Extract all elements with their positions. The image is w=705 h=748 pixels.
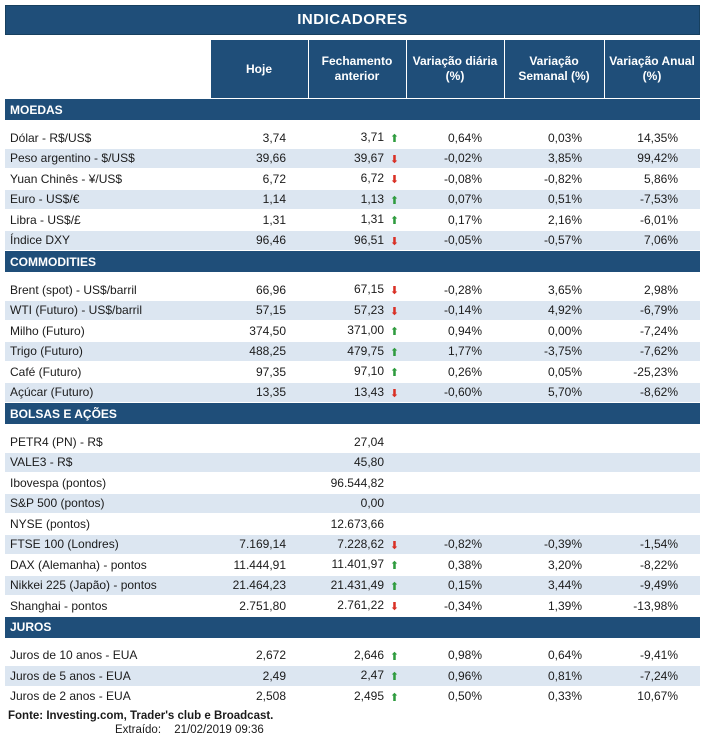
value-variacao-anual: -8,62%	[604, 382, 700, 403]
indicators-table	[5, 39, 701, 707]
table-row	[5, 646, 700, 666]
value-variacao-diaria: -0,60%	[406, 382, 504, 403]
value-fechamento-anterior	[308, 280, 406, 300]
column-header-variacao-diaria: Variação diária (%)	[406, 40, 504, 99]
value-hoje	[210, 493, 308, 514]
table-row	[5, 341, 700, 362]
value-fechamento-text: 21.431,49	[330, 577, 384, 592]
spacer-cell	[5, 121, 700, 129]
footer-extracted-label: Extraído:	[115, 724, 162, 736]
value-variacao-anual	[604, 432, 700, 452]
value-variacao-diaria: -0,82%	[406, 534, 504, 555]
value-fechamento-anterior	[308, 230, 406, 251]
value-variacao-semanal: 0,05%	[504, 362, 604, 383]
value-variacao-diaria: 0,07%	[406, 189, 504, 210]
value-fechamento-anterior	[308, 148, 406, 169]
footer	[5, 710, 700, 736]
value-variacao-diaria: 0,15%	[406, 575, 504, 596]
value-fechamento-text: 12.673,66	[330, 516, 384, 531]
value-variacao-semanal: 5,70%	[504, 382, 604, 403]
table-row	[5, 210, 700, 231]
value-hoje: 2.751,80	[210, 596, 308, 617]
value-variacao-semanal: 0,00%	[504, 321, 604, 342]
up-arrow-icon: ⬆	[389, 346, 400, 359]
indicator-name: Shanghai - pontos	[5, 596, 210, 617]
value-variacao-anual: 14,35%	[604, 128, 700, 148]
value-fechamento-text: 2,646	[353, 647, 384, 662]
value-variacao-semanal	[504, 473, 604, 494]
indicator-name: Açúcar (Futuro)	[5, 382, 210, 403]
value-fechamento-text: 371,00	[347, 323, 384, 338]
value-hoje: 3,74	[210, 128, 308, 148]
value-variacao-semanal: 0,64%	[504, 646, 604, 666]
table-row	[5, 128, 700, 148]
value-fechamento-text: 39,67	[353, 150, 384, 165]
value-variacao-semanal: 3,44%	[504, 575, 604, 596]
value-variacao-diaria: 0,98%	[406, 646, 504, 666]
value-fechamento-anterior	[308, 514, 406, 535]
value-hoje: 374,50	[210, 321, 308, 342]
value-variacao-anual: -9,41%	[604, 646, 700, 666]
value-variacao-semanal: 4,92%	[504, 300, 604, 321]
value-variacao-anual: -13,98%	[604, 596, 700, 617]
table-row	[5, 452, 700, 473]
table-body	[5, 99, 700, 707]
table-row	[5, 230, 700, 251]
value-hoje: 39,66	[210, 148, 308, 169]
value-fechamento-text: 2.761,22	[337, 598, 384, 613]
value-hoje: 66,96	[210, 280, 308, 300]
section-label: COMMODITIES	[5, 251, 700, 273]
value-hoje: 2,672	[210, 646, 308, 666]
section-header-row	[5, 616, 700, 638]
indicator-name: S&P 500 (pontos)	[5, 493, 210, 514]
value-fechamento-anterior	[308, 473, 406, 494]
value-variacao-semanal: 3,65%	[504, 280, 604, 300]
indicator-name: NYSE (pontos)	[5, 514, 210, 535]
value-fechamento-anterior	[308, 555, 406, 576]
value-fechamento-anterior	[308, 452, 406, 473]
value-variacao-anual: -7,53%	[604, 189, 700, 210]
footer-extracted	[5, 724, 700, 736]
value-variacao-semanal: -3,75%	[504, 341, 604, 362]
value-variacao-diaria: 0,50%	[406, 686, 504, 707]
column-header-fechamento: Fechamento anterior	[308, 40, 406, 99]
section-spacer	[5, 425, 700, 433]
down-arrow-icon: ⬇	[389, 174, 400, 187]
value-variacao-anual	[604, 473, 700, 494]
value-variacao-anual: -25,23%	[604, 362, 700, 383]
indicator-name: Juros de 5 anos - EUA	[5, 666, 210, 687]
up-arrow-icon: ⬆	[389, 133, 400, 146]
page-title: INDICADORES	[5, 5, 700, 35]
up-arrow-icon: ⬆	[389, 194, 400, 207]
value-variacao-semanal	[504, 432, 604, 452]
table-row	[5, 575, 700, 596]
value-hoje: 11.444,91	[210, 555, 308, 576]
value-variacao-diaria	[406, 432, 504, 452]
value-variacao-anual: -6,01%	[604, 210, 700, 231]
value-fechamento-anterior	[308, 300, 406, 321]
value-variacao-semanal	[504, 514, 604, 535]
value-fechamento-anterior	[308, 169, 406, 190]
value-hoje: 488,25	[210, 341, 308, 362]
value-variacao-anual	[604, 514, 700, 535]
value-variacao-diaria: 0,64%	[406, 128, 504, 148]
value-fechamento-anterior	[308, 646, 406, 666]
value-fechamento-anterior	[308, 575, 406, 596]
indicator-name: Juros de 10 anos - EUA	[5, 646, 210, 666]
up-arrow-icon: ⬆	[389, 650, 400, 663]
table-row	[5, 666, 700, 687]
value-variacao-semanal	[504, 493, 604, 514]
value-variacao-diaria: -0,02%	[406, 148, 504, 169]
value-variacao-diaria: 0,96%	[406, 666, 504, 687]
value-variacao-anual: -1,54%	[604, 534, 700, 555]
value-variacao-diaria: -0,08%	[406, 169, 504, 190]
indicator-name: FTSE 100 (Londres)	[5, 534, 210, 555]
indicator-name: Juros de 2 anos - EUA	[5, 686, 210, 707]
value-fechamento-text: 45,80	[353, 455, 384, 470]
value-fechamento-anterior	[308, 666, 406, 687]
section-label: JUROS	[5, 616, 700, 638]
spacer-cell	[5, 638, 700, 646]
column-header-hoje: Hoje	[210, 40, 308, 99]
value-hoje: 13,35	[210, 382, 308, 403]
table-row	[5, 432, 700, 452]
value-variacao-anual: 5,86%	[604, 169, 700, 190]
column-header-name	[5, 40, 210, 99]
value-fechamento-anterior	[308, 128, 406, 148]
value-variacao-diaria	[406, 452, 504, 473]
indicator-name: Trigo (Futuro)	[5, 341, 210, 362]
value-variacao-semanal: 0,03%	[504, 128, 604, 148]
value-fechamento-anterior	[308, 686, 406, 707]
value-variacao-anual: -7,62%	[604, 341, 700, 362]
value-hoje: 97,35	[210, 362, 308, 383]
value-hoje	[210, 452, 308, 473]
value-variacao-semanal: 0,51%	[504, 189, 604, 210]
value-variacao-diaria: 0,38%	[406, 555, 504, 576]
up-arrow-icon: ⬆	[389, 671, 400, 684]
up-arrow-icon: ⬆	[389, 580, 400, 593]
table-row	[5, 596, 700, 617]
value-fechamento-anterior	[308, 341, 406, 362]
up-arrow-icon: ⬆	[389, 326, 400, 339]
value-variacao-semanal: 0,33%	[504, 686, 604, 707]
value-fechamento-anterior	[308, 210, 406, 231]
table-row	[5, 686, 700, 707]
value-variacao-semanal: 1,39%	[504, 596, 604, 617]
table-row	[5, 555, 700, 576]
value-variacao-diaria: -0,14%	[406, 300, 504, 321]
column-header-variacao-semanal: Variação Semanal (%)	[504, 40, 604, 99]
footer-extracted-value: 21/02/2019 09:36	[174, 724, 264, 736]
value-variacao-semanal: 3,85%	[504, 148, 604, 169]
value-fechamento-anterior	[308, 189, 406, 210]
table-row	[5, 473, 700, 494]
value-fechamento-text: 479,75	[347, 343, 384, 358]
value-variacao-diaria: 1,77%	[406, 341, 504, 362]
indicator-name: PETR4 (PN) - R$	[5, 432, 210, 452]
value-variacao-anual: 7,06%	[604, 230, 700, 251]
value-variacao-diaria: -0,28%	[406, 280, 504, 300]
indicator-name: Milho (Futuro)	[5, 321, 210, 342]
table-row	[5, 362, 700, 383]
table-row	[5, 493, 700, 514]
value-variacao-semanal: 0,81%	[504, 666, 604, 687]
value-variacao-diaria	[406, 493, 504, 514]
indicator-name: Peso argentino - $/US$	[5, 148, 210, 169]
indicator-name: Ibovespa (pontos)	[5, 473, 210, 494]
value-fechamento-text: 96,51	[353, 232, 384, 247]
up-arrow-icon: ⬆	[389, 691, 400, 704]
table-row	[5, 148, 700, 169]
value-fechamento-anterior	[308, 362, 406, 383]
value-fechamento-text: 13,43	[353, 384, 384, 399]
indicator-name: Brent (spot) - US$/barril	[5, 280, 210, 300]
section-label: BOLSAS E AÇÕES	[5, 403, 700, 425]
down-arrow-icon: ⬇	[389, 235, 400, 248]
down-arrow-icon: ⬇	[389, 305, 400, 318]
value-variacao-anual: 2,98%	[604, 280, 700, 300]
footer-source: Fonte: Investing.com, Trader's club e Broadcast.	[8, 710, 274, 722]
table-row	[5, 514, 700, 535]
value-variacao-anual: 99,42%	[604, 148, 700, 169]
table-row	[5, 169, 700, 190]
indicator-name: Índice DXY	[5, 230, 210, 251]
value-fechamento-anterior	[308, 493, 406, 514]
down-arrow-icon: ⬇	[389, 539, 400, 552]
value-variacao-diaria	[406, 514, 504, 535]
value-variacao-diaria: 0,94%	[406, 321, 504, 342]
value-hoje: 2,508	[210, 686, 308, 707]
value-variacao-anual	[604, 493, 700, 514]
value-variacao-anual: 10,67%	[604, 686, 700, 707]
table-row	[5, 300, 700, 321]
value-fechamento-text: 97,10	[353, 364, 384, 379]
indicator-name: DAX (Alemanha) - pontos	[5, 555, 210, 576]
table-row	[5, 280, 700, 300]
table-header	[5, 40, 700, 99]
value-fechamento-text: 0,00	[360, 496, 384, 511]
indicator-name: Nikkei 225 (Japão) - pontos	[5, 575, 210, 596]
value-hoje: 6,72	[210, 169, 308, 190]
section-header-row	[5, 251, 700, 273]
section-spacer	[5, 121, 700, 129]
value-variacao-anual: -9,49%	[604, 575, 700, 596]
indicator-name: Libra - US$/£	[5, 210, 210, 231]
indicator-name: VALE3 - R$	[5, 452, 210, 473]
value-fechamento-text: 1,13	[360, 191, 384, 206]
value-variacao-anual: -7,24%	[604, 321, 700, 342]
down-arrow-icon: ⬇	[389, 387, 400, 400]
value-variacao-anual: -7,24%	[604, 666, 700, 687]
value-variacao-diaria: 0,26%	[406, 362, 504, 383]
value-fechamento-text: 3,71	[360, 130, 384, 145]
value-variacao-semanal: -0,57%	[504, 230, 604, 251]
value-hoje: 7.169,14	[210, 534, 308, 555]
value-variacao-semanal: 2,16%	[504, 210, 604, 231]
value-fechamento-text: 6,72	[360, 171, 384, 186]
value-fechamento-text: 96.544,82	[330, 475, 384, 490]
up-arrow-icon: ⬆	[389, 560, 400, 573]
value-variacao-diaria	[406, 473, 504, 494]
table-row	[5, 321, 700, 342]
value-hoje: 21.464,23	[210, 575, 308, 596]
section-label: MOEDAS	[5, 99, 700, 121]
value-fechamento-anterior	[308, 534, 406, 555]
value-hoje: 1,14	[210, 189, 308, 210]
down-arrow-icon: ⬇	[389, 601, 400, 614]
value-variacao-semanal	[504, 452, 604, 473]
spacer-cell	[5, 273, 700, 281]
value-hoje: 1,31	[210, 210, 308, 231]
indicator-name: Euro - US$/€	[5, 189, 210, 210]
value-variacao-diaria: -0,05%	[406, 230, 504, 251]
value-variacao-diaria: 0,17%	[406, 210, 504, 231]
value-fechamento-text: 11.401,97	[331, 557, 384, 572]
indicator-name: WTI (Futuro) - US$/barril	[5, 300, 210, 321]
value-fechamento-anterior	[308, 321, 406, 342]
table-row	[5, 382, 700, 403]
value-hoje: 96,46	[210, 230, 308, 251]
value-variacao-anual: -8,22%	[604, 555, 700, 576]
value-fechamento-anterior	[308, 432, 406, 452]
up-arrow-icon: ⬆	[389, 367, 400, 380]
value-hoje	[210, 432, 308, 452]
value-hoje: 2,49	[210, 666, 308, 687]
value-fechamento-text: 67,15	[353, 282, 384, 297]
indicator-name: Dólar - R$/US$	[5, 128, 210, 148]
down-arrow-icon: ⬇	[389, 153, 400, 166]
value-fechamento-text: 27,04	[353, 434, 384, 449]
value-variacao-anual	[604, 452, 700, 473]
value-fechamento-text: 2,495	[353, 688, 384, 703]
down-arrow-icon: ⬇	[389, 285, 400, 298]
value-hoje	[210, 473, 308, 494]
section-header-row	[5, 99, 700, 121]
value-fechamento-text: 7.228,62	[337, 536, 384, 551]
indicators-sheet	[0, 5, 705, 748]
column-header-variacao-anual: Variação Anual (%)	[604, 40, 700, 99]
value-variacao-semanal: 3,20%	[504, 555, 604, 576]
value-variacao-semanal: -0,82%	[504, 169, 604, 190]
spacer-cell	[5, 425, 700, 433]
value-variacao-semanal: -0,39%	[504, 534, 604, 555]
value-variacao-anual: -6,79%	[604, 300, 700, 321]
indicator-name: Yuan Chinês - ¥/US$	[5, 169, 210, 190]
value-fechamento-anterior	[308, 596, 406, 617]
table-row	[5, 189, 700, 210]
value-fechamento-text: 1,31	[360, 212, 384, 227]
value-fechamento-text: 2,47	[360, 668, 384, 683]
value-variacao-diaria: -0,34%	[406, 596, 504, 617]
value-fechamento-anterior	[308, 382, 406, 403]
up-arrow-icon: ⬆	[389, 215, 400, 228]
value-hoje	[210, 514, 308, 535]
section-spacer	[5, 638, 700, 646]
indicator-name: Café (Futuro)	[5, 362, 210, 383]
value-hoje: 57,15	[210, 300, 308, 321]
section-spacer	[5, 273, 700, 281]
section-header-row	[5, 403, 700, 425]
value-fechamento-text: 57,23	[353, 302, 384, 317]
table-row	[5, 534, 700, 555]
